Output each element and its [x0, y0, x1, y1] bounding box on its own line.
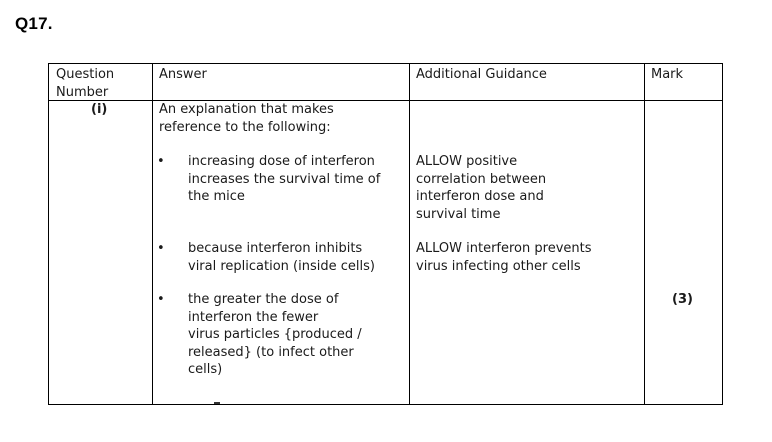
header-answer: Answer [159, 67, 207, 82]
mark-value: (3) [672, 292, 693, 307]
guidance-2: ALLOW interferon prevents virus infecting other cells [416, 241, 592, 274]
bullet-icon: • [157, 292, 165, 307]
header-divider [49, 100, 722, 101]
mark-scheme-table: Question Number Answer Additional Guidance Mark (i) An explanation that makes reference to the following: • increasing dose of interferon increases the survival time of the mice • because interferon inhibits viral replication (inside cells) • the greater the dose of interferon the fewer virus particles {produced / released} (to infect other cells) ALLOW positive correlation between interferon dose and survival time ALLOW interferon prevents virus infecting other cells (3) [48, 63, 723, 405]
header-question-number: Question Number [56, 67, 115, 100]
stray-mark [214, 402, 220, 404]
guidance-1: ALLOW positive correlation between interferon dose and survival time [416, 154, 547, 222]
column-divider [152, 64, 153, 404]
bullet-icon: • [157, 241, 165, 256]
answer-intro: An explanation that makes reference to the following: [159, 102, 334, 135]
header-additional-guidance: Additional Guidance [416, 67, 547, 82]
question-title: Q17. [15, 14, 53, 33]
column-divider [644, 64, 645, 404]
bullet-icon: • [157, 154, 165, 169]
header-mark: Mark [651, 67, 684, 82]
column-divider [409, 64, 410, 404]
question-number-value: (i) [91, 102, 108, 117]
